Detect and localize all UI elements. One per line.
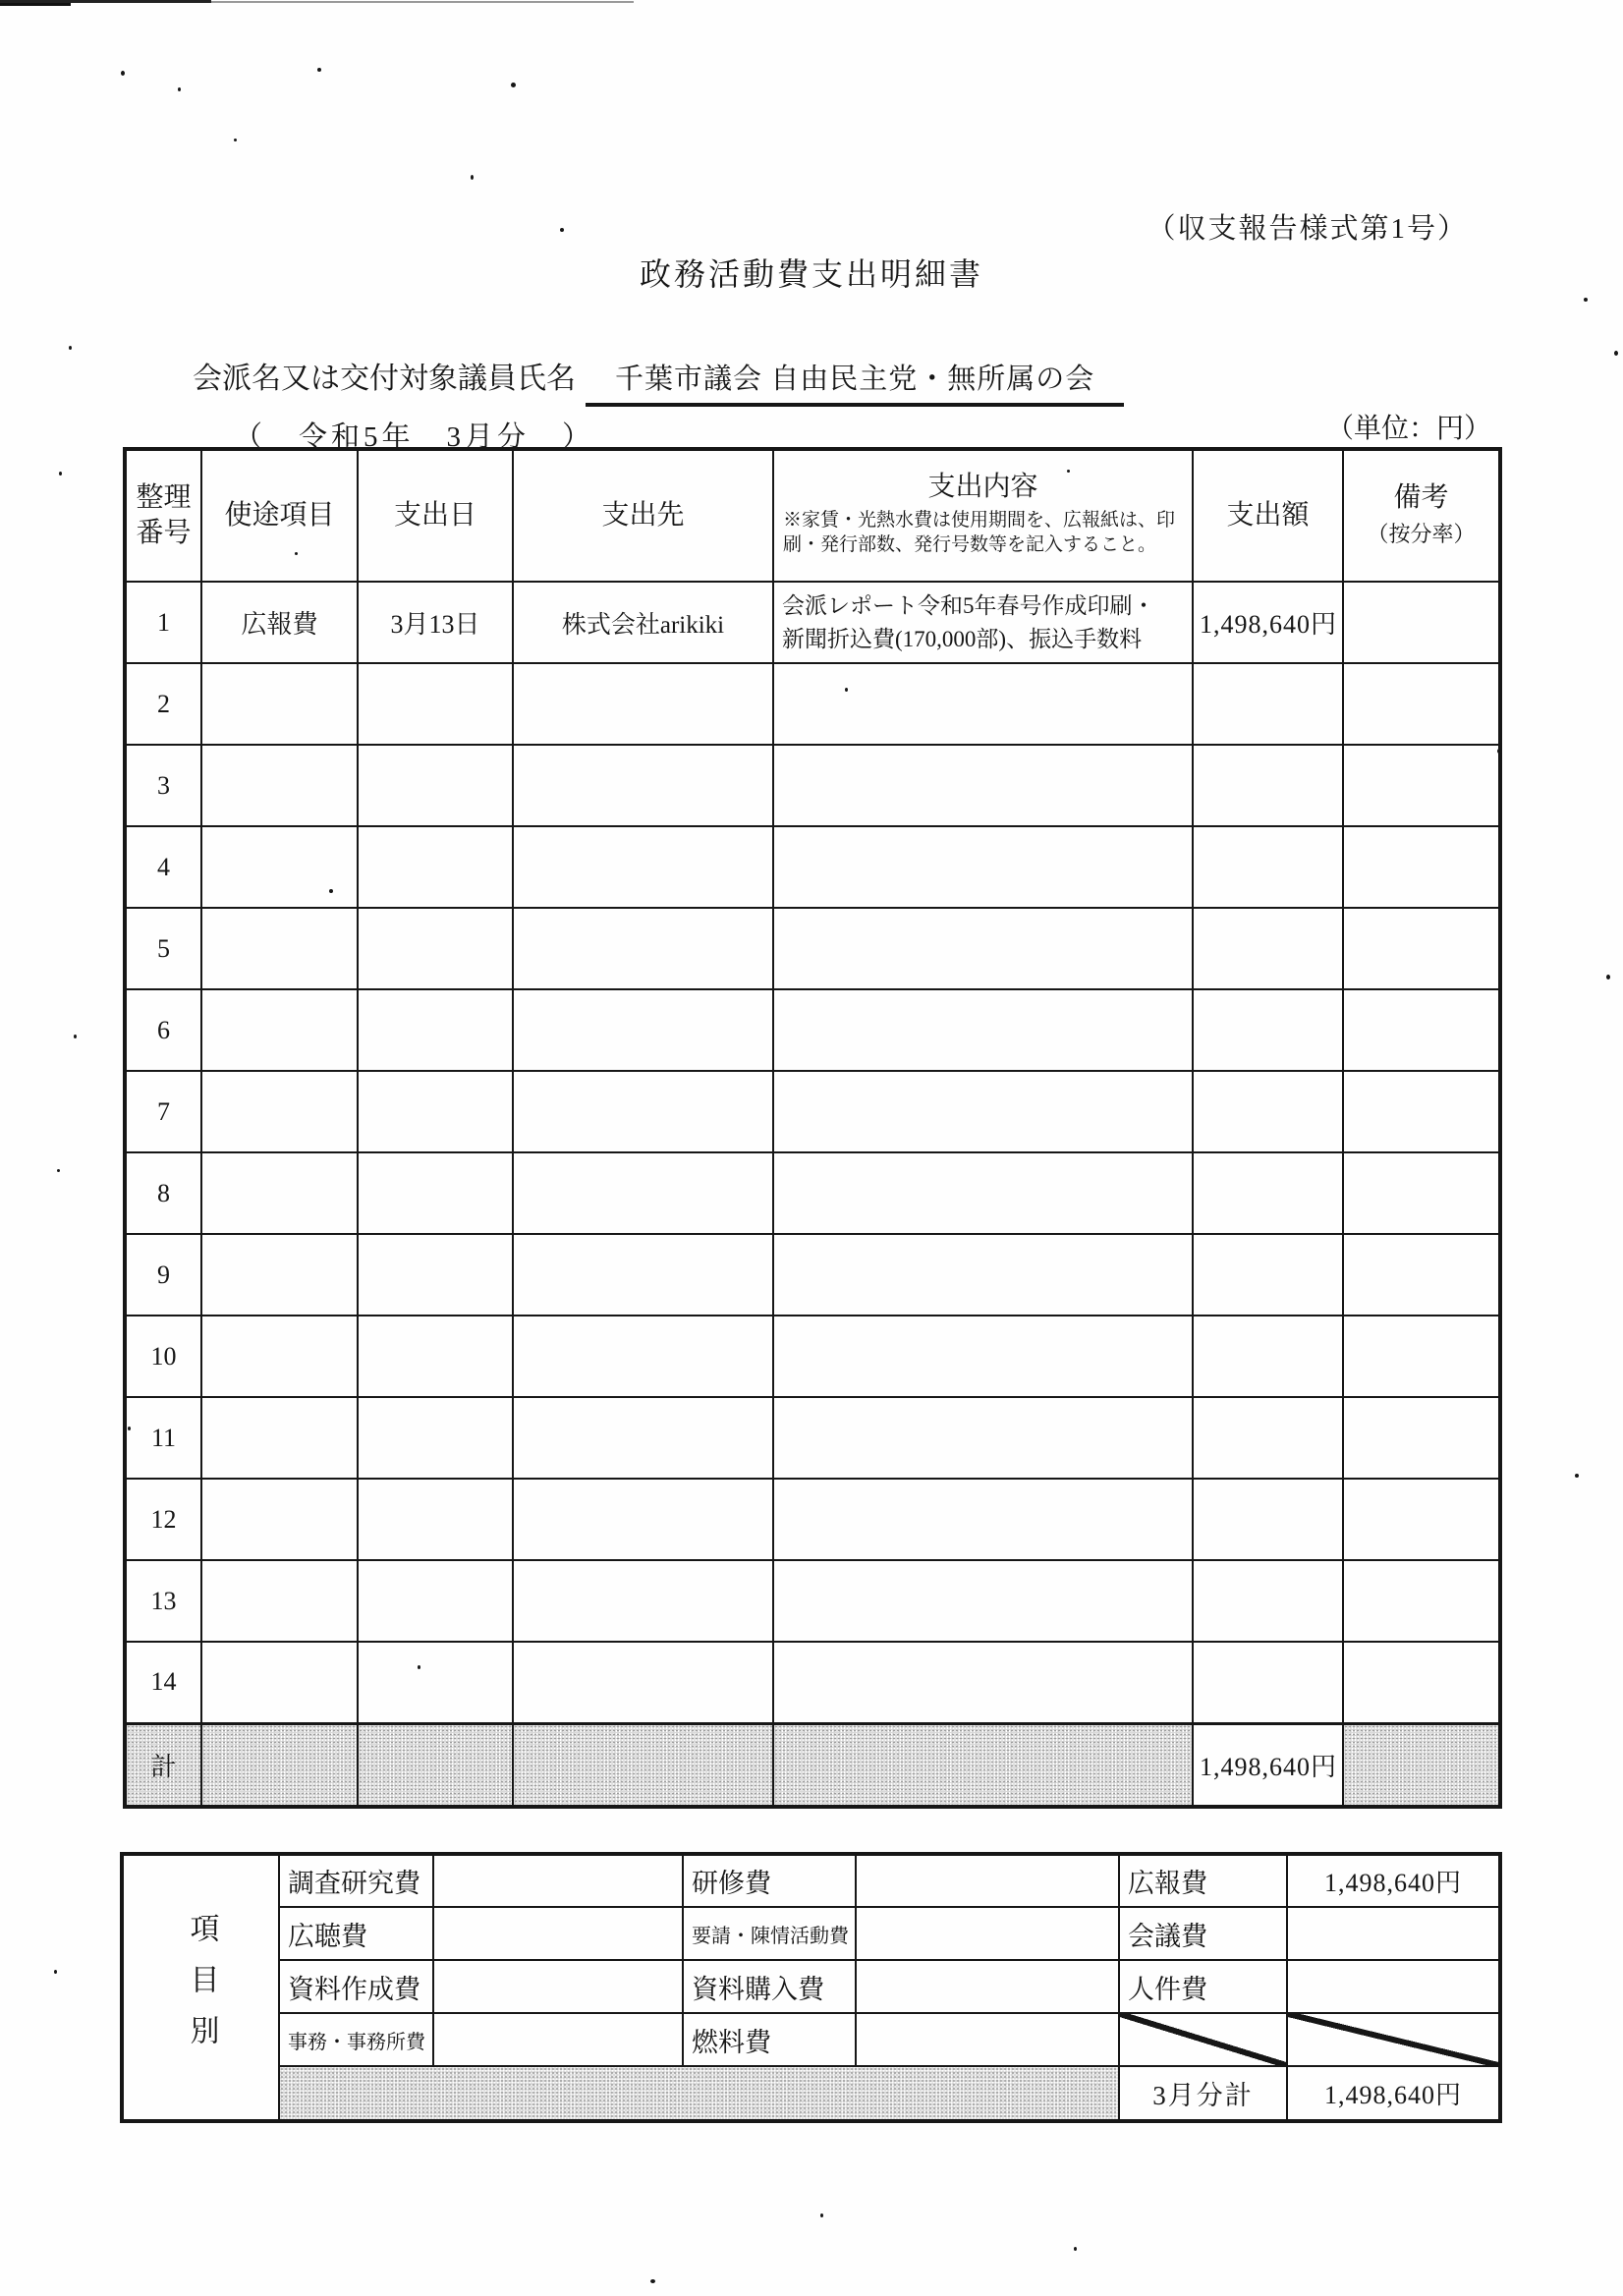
row-content xyxy=(773,989,1193,1071)
row-number: 9 xyxy=(125,1234,201,1316)
summary-side-label-cell xyxy=(122,1854,279,2121)
row-number: 7 xyxy=(125,1071,201,1152)
row-date xyxy=(358,826,513,908)
scan-speck xyxy=(650,2279,655,2283)
party-value: 千葉市議会 自由民主党・無所属の会 xyxy=(586,357,1124,407)
expense-row-empty xyxy=(125,1316,1500,1397)
row-item xyxy=(201,745,358,826)
summary-value: 1,498,640円 xyxy=(1287,1854,1500,1907)
row-content xyxy=(773,1071,1193,1152)
scan-speck xyxy=(1614,351,1618,356)
header-content-note: ※家賃・光熱水費は使用期間を、広報紙は、印刷・発行部数、発行号数等を記入すること。 xyxy=(783,509,1176,556)
summary-label: 調査研究費 xyxy=(279,1854,433,1907)
row-item xyxy=(201,1234,358,1316)
row-item xyxy=(201,1479,358,1560)
summary-value xyxy=(1287,1907,1500,1960)
row-item xyxy=(201,826,358,908)
row-amount xyxy=(1193,1642,1343,1723)
row-content-line1: 会派レポート令和5年春号作成印刷・ xyxy=(782,593,1155,619)
expense-row-empty xyxy=(125,989,1500,1071)
row-date xyxy=(358,745,513,826)
row-number: 11 xyxy=(125,1397,201,1479)
row-content xyxy=(773,582,1193,663)
total-label-cell: 計 xyxy=(125,1723,201,1807)
row-content xyxy=(773,663,1193,745)
row-amount xyxy=(1193,1560,1343,1642)
summary-value xyxy=(433,1960,683,2013)
scan-speck xyxy=(1497,749,1501,754)
summary-label: 広報費 xyxy=(1119,1854,1287,1907)
summary-row xyxy=(122,1854,1500,1907)
header-date: 支出日 xyxy=(358,449,513,582)
summary-row xyxy=(122,1907,1500,1960)
row-number: 10 xyxy=(125,1316,201,1397)
row-number: 3 xyxy=(125,745,201,826)
expense-row-empty xyxy=(125,1152,1500,1234)
row-item xyxy=(201,1071,358,1152)
row-date xyxy=(358,908,513,989)
summary-value xyxy=(856,1960,1119,2013)
page-title: 政務活動費支出明細書 xyxy=(639,256,983,292)
header-remarks xyxy=(1343,449,1500,582)
row-item xyxy=(201,1152,358,1234)
scan-speck xyxy=(128,1427,131,1430)
row-date xyxy=(358,1479,513,1560)
scan-artifact xyxy=(0,0,211,3)
row-payee xyxy=(513,989,773,1071)
expense-row-empty xyxy=(125,826,1500,908)
scan-speck xyxy=(69,346,72,350)
row-number: 1 xyxy=(125,582,201,663)
summary-label: 資料作成費 xyxy=(279,1960,433,2013)
summary-side-label: 項目別 xyxy=(185,1912,218,2066)
scan-speck xyxy=(234,139,237,141)
row-remarks xyxy=(1343,1316,1500,1397)
expense-row-empty xyxy=(125,1642,1500,1723)
row-payee xyxy=(513,663,773,745)
row-amount xyxy=(1193,1071,1343,1152)
row-number: 2 xyxy=(125,663,201,745)
diagonal-slash-cell xyxy=(1119,2013,1287,2066)
row-content xyxy=(773,1397,1193,1479)
expense-table xyxy=(123,447,1502,1809)
scan-speck xyxy=(418,1665,420,1669)
row-item xyxy=(201,908,358,989)
row-payee xyxy=(513,1479,773,1560)
row-item xyxy=(201,663,358,745)
row-remarks xyxy=(1343,1152,1500,1234)
row-item xyxy=(201,1560,358,1642)
expense-row-empty xyxy=(125,745,1500,826)
summary-value xyxy=(856,1907,1119,1960)
row-amount xyxy=(1193,1479,1343,1560)
diagonal-slash-cell xyxy=(1287,2013,1500,2066)
category-summary-table xyxy=(120,1852,1502,2123)
row-payee xyxy=(513,1152,773,1234)
row-payee xyxy=(513,1397,773,1479)
row-remarks xyxy=(1343,745,1500,826)
expense-row-empty xyxy=(125,908,1500,989)
row-amount xyxy=(1193,663,1343,745)
summary-value xyxy=(433,2013,683,2066)
row-date xyxy=(358,1316,513,1397)
row-item xyxy=(201,1397,358,1479)
scan-speck xyxy=(54,1970,57,1974)
header-payee: 支出先 xyxy=(513,449,773,582)
row-number: 4 xyxy=(125,826,201,908)
row-payee xyxy=(513,826,773,908)
row-amount xyxy=(1193,745,1343,826)
row-payee xyxy=(513,745,773,826)
unit-note: （単位：円） xyxy=(1325,414,1491,444)
row-amount xyxy=(1193,908,1343,989)
header-content-title: 支出内容 xyxy=(927,472,1038,503)
scan-speck xyxy=(511,83,516,87)
summary-value xyxy=(856,2013,1119,2066)
form-code: （収支報告様式第1号） xyxy=(1147,213,1468,245)
row-payee: 株式会社arikiki xyxy=(513,582,773,663)
total-shaded-cell xyxy=(1343,1723,1500,1807)
row-remarks xyxy=(1343,1234,1500,1316)
expense-row-1 xyxy=(125,582,1500,663)
row-number: 8 xyxy=(125,1152,201,1234)
row-remarks xyxy=(1343,1397,1500,1479)
summary-label: 研修費 xyxy=(683,1854,856,1907)
header-no xyxy=(125,449,201,582)
header-no-line1: 整理 xyxy=(136,481,192,513)
expense-row-empty xyxy=(125,663,1500,745)
scan-speck xyxy=(1575,1474,1579,1478)
row-remarks xyxy=(1343,582,1500,663)
total-shaded-cell xyxy=(513,1723,773,1807)
header-item: 使途項目 xyxy=(201,449,358,582)
total-shaded-cell xyxy=(358,1723,513,1807)
scan-speck xyxy=(59,472,62,476)
row-item xyxy=(201,989,358,1071)
row-remarks xyxy=(1343,1479,1500,1560)
scan-speck xyxy=(1067,470,1070,473)
total-row xyxy=(125,1723,1500,1807)
row-payee xyxy=(513,1560,773,1642)
row-remarks xyxy=(1343,1560,1500,1642)
expense-row-empty xyxy=(125,1234,1500,1316)
summary-row xyxy=(122,2013,1500,2066)
header-amount: 支出額 xyxy=(1193,449,1343,582)
row-amount xyxy=(1193,1152,1343,1234)
summary-label: 事務・事務所費 xyxy=(279,2013,433,2066)
row-amount xyxy=(1193,826,1343,908)
row-content xyxy=(773,1316,1193,1397)
row-content-line2: 新聞折込費(170,000部)、振込手数料 xyxy=(782,626,1143,651)
expense-table-body xyxy=(125,582,1500,1807)
row-remarks xyxy=(1343,663,1500,745)
row-number: 5 xyxy=(125,908,201,989)
summary-label: 資料購入費 xyxy=(683,1960,856,2013)
row-amount xyxy=(1193,1397,1343,1479)
row-date xyxy=(358,989,513,1071)
scan-speck xyxy=(57,1169,60,1172)
expense-row-empty xyxy=(125,1479,1500,1560)
row-date xyxy=(358,1071,513,1152)
row-payee xyxy=(513,1642,773,1723)
row-content xyxy=(773,1642,1193,1723)
row-date xyxy=(358,1152,513,1234)
row-remarks xyxy=(1343,1071,1500,1152)
row-amount: 1,498,640円 xyxy=(1193,582,1343,663)
party-line xyxy=(193,354,1124,407)
row-remarks xyxy=(1343,1642,1500,1723)
row-amount xyxy=(1193,1234,1343,1316)
summary-value xyxy=(433,1907,683,1960)
row-remarks xyxy=(1343,989,1500,1071)
summary-label: 要請・陳情活動費 xyxy=(683,1907,856,1960)
summary-total-row xyxy=(122,2066,1500,2121)
row-date xyxy=(358,1397,513,1479)
summary-value xyxy=(433,1854,683,1907)
scan-speck xyxy=(1584,298,1588,302)
row-item xyxy=(201,1642,358,1723)
summary-label: 会議費 xyxy=(1119,1907,1287,1960)
row-payee xyxy=(513,1234,773,1316)
row-amount xyxy=(1193,1316,1343,1397)
row-payee xyxy=(513,1071,773,1152)
row-content xyxy=(773,1479,1193,1560)
expense-row-empty xyxy=(125,1071,1500,1152)
expense-table-header-row xyxy=(125,449,1500,582)
row-amount xyxy=(1193,989,1343,1071)
header-no-line2: 番号 xyxy=(136,518,192,548)
row-payee xyxy=(513,1316,773,1397)
total-shaded-cell xyxy=(201,1723,358,1807)
row-date xyxy=(358,1560,513,1642)
summary-value xyxy=(856,1854,1119,1907)
total-shaded-cell xyxy=(773,1723,1193,1807)
row-remarks xyxy=(1343,908,1500,989)
scan-speck xyxy=(74,1035,77,1038)
summary-shaded-cell xyxy=(279,2066,1119,2121)
scan-speck xyxy=(820,2213,823,2217)
header-remarks-line2: （按分率） xyxy=(1367,522,1476,546)
expense-row-empty xyxy=(125,1560,1500,1642)
row-content xyxy=(773,1560,1193,1642)
scan-speck xyxy=(317,68,321,72)
row-number: 12 xyxy=(125,1479,201,1560)
row-number: 13 xyxy=(125,1560,201,1642)
row-remarks xyxy=(1343,826,1500,908)
scan-speck xyxy=(1606,975,1610,980)
row-payee xyxy=(513,908,773,989)
party-label: 会派名又は交付対象議員氏名 xyxy=(193,363,576,395)
scan-speck xyxy=(845,688,848,692)
row-date: 3月13日 xyxy=(358,582,513,663)
summary-row xyxy=(122,1960,1500,2013)
header-remarks-line1: 備考 xyxy=(1393,481,1449,513)
summary-label: 人件費 xyxy=(1119,1960,1287,2013)
row-date xyxy=(358,1234,513,1316)
scan-speck xyxy=(295,552,298,555)
period-label: （ 令和5年 3月分 ） xyxy=(234,421,595,453)
header-content xyxy=(773,449,1193,582)
scan-speck xyxy=(560,228,564,232)
expense-row-empty xyxy=(125,1397,1500,1479)
row-content xyxy=(773,745,1193,826)
summary-total-value: 1,498,640円 xyxy=(1287,2066,1500,2121)
row-content xyxy=(773,1152,1193,1234)
summary-value xyxy=(1287,1960,1500,2013)
row-date xyxy=(358,1642,513,1723)
row-number: 6 xyxy=(125,989,201,1071)
summary-label: 燃料費 xyxy=(683,2013,856,2066)
scan-speck xyxy=(121,71,125,76)
row-item: 広報費 xyxy=(201,582,358,663)
total-amount: 1,498,640円 xyxy=(1193,1723,1343,1807)
row-number: 14 xyxy=(125,1642,201,1723)
row-date xyxy=(358,663,513,745)
scan-speck xyxy=(329,889,333,893)
scan-speck xyxy=(471,175,474,180)
scan-artifact xyxy=(211,1,634,3)
scan-speck xyxy=(1074,2247,1077,2251)
row-item xyxy=(201,1316,358,1397)
row-content xyxy=(773,908,1193,989)
row-content xyxy=(773,826,1193,908)
scan-speck xyxy=(178,87,181,91)
summary-label: 広聴費 xyxy=(279,1907,433,1960)
row-content xyxy=(773,1234,1193,1316)
summary-total-label: 3月分計 xyxy=(1119,2066,1287,2121)
